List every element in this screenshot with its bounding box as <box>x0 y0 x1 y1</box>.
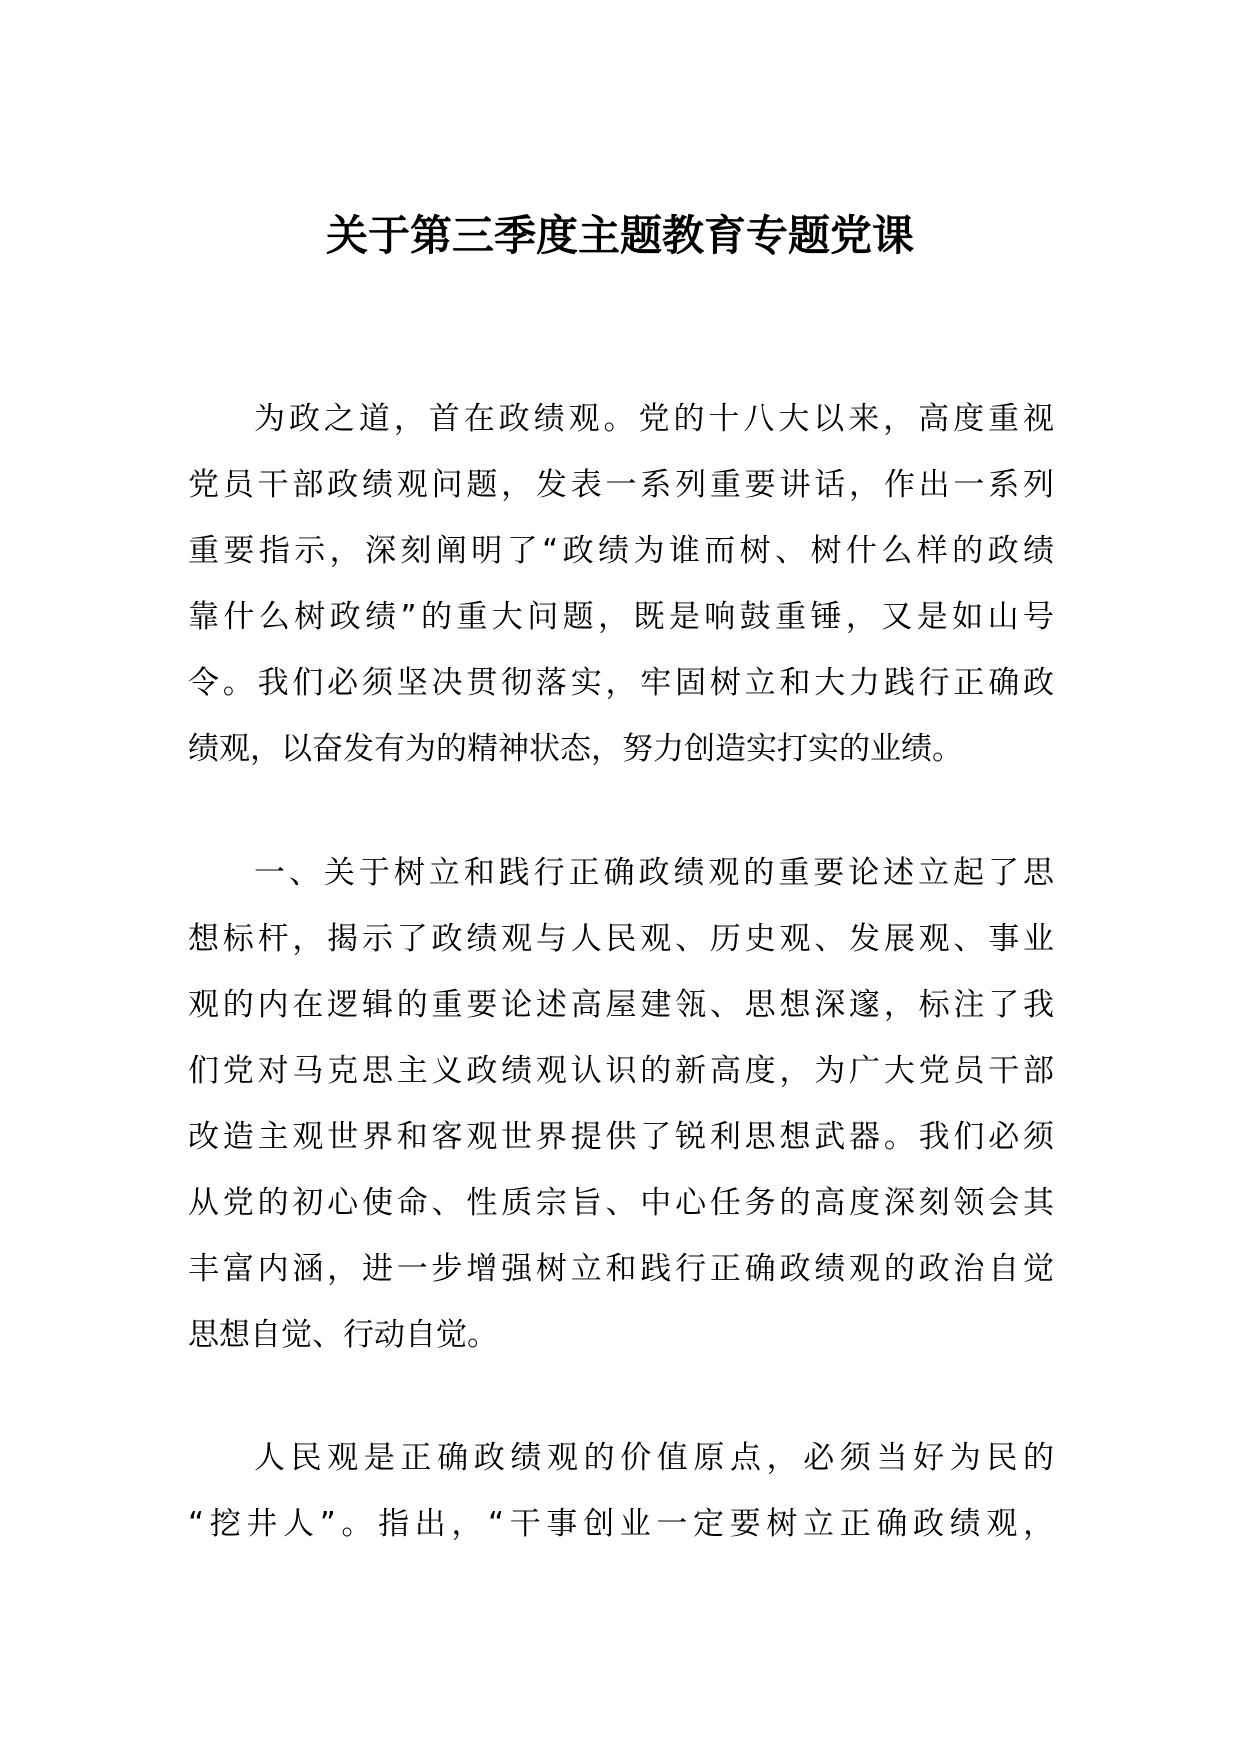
paragraph-line: “挖井人”。指出，“干事创业一定要树立正确政绩观， <box>188 1506 1054 1542</box>
document-title: 关于第三季度主题教育专题党课 <box>325 211 914 260</box>
paragraph-intro <box>188 386 1054 782</box>
paragraph-line: 观的内在逻辑的重要论述高屋建瓴、思想深邃，标注了我 <box>188 987 1054 1023</box>
paragraph-line: 们党对马克思主义政绩观认识的新高度，为广大党员干部 <box>188 1053 1054 1089</box>
paragraph-line: 靠什么树政绩”的重大问题，既是响鼓重锤，又是如山号 <box>188 599 1054 635</box>
paragraph-section-one <box>188 840 1054 1368</box>
paragraph-line: 改造主观世界和客观世界提供了锐利思想武器。我们必须 <box>188 1119 1054 1155</box>
paragraph-line: 从党的初心使命、性质宗旨、中心任务的高度深刻领会其 <box>188 1185 1054 1221</box>
paragraph-line: 绩观，以奋发有为的精神状态，努力创造实打实的业绩。 <box>188 731 963 767</box>
paragraph-people-view <box>188 1425 1054 1557</box>
paragraph-line: 人民观是正确政绩观的价值原点，必须当好为民的 <box>254 1440 1054 1476</box>
paragraph-line: 一、关于树立和践行正确政绩观的重要论述立起了思 <box>254 855 1054 891</box>
paragraph-line: 令。我们必须坚决贯彻落实，牢固树立和大力践行正确政 <box>188 665 1054 701</box>
paragraph-line: 为政之道，首在政绩观。党的十八大以来，高度重视 <box>254 401 1054 437</box>
paragraph-line: 党员干部政绩观问题，发表一系列重要讲话，作出一系列 <box>188 467 1054 503</box>
paragraph-line: 想标杆，揭示了政绩观与人民观、历史观、发展观、事业 <box>188 921 1054 957</box>
paragraph-line: 重要指示，深刻阐明了“政绩为谁而树、树什么样的政绩 <box>188 533 1054 569</box>
paragraph-line: 丰富内涵，进一步增强树立和践行正确政绩观的政治自觉 <box>188 1251 1054 1287</box>
paragraph-line: 思想自觉、行动自觉。 <box>188 1317 498 1353</box>
